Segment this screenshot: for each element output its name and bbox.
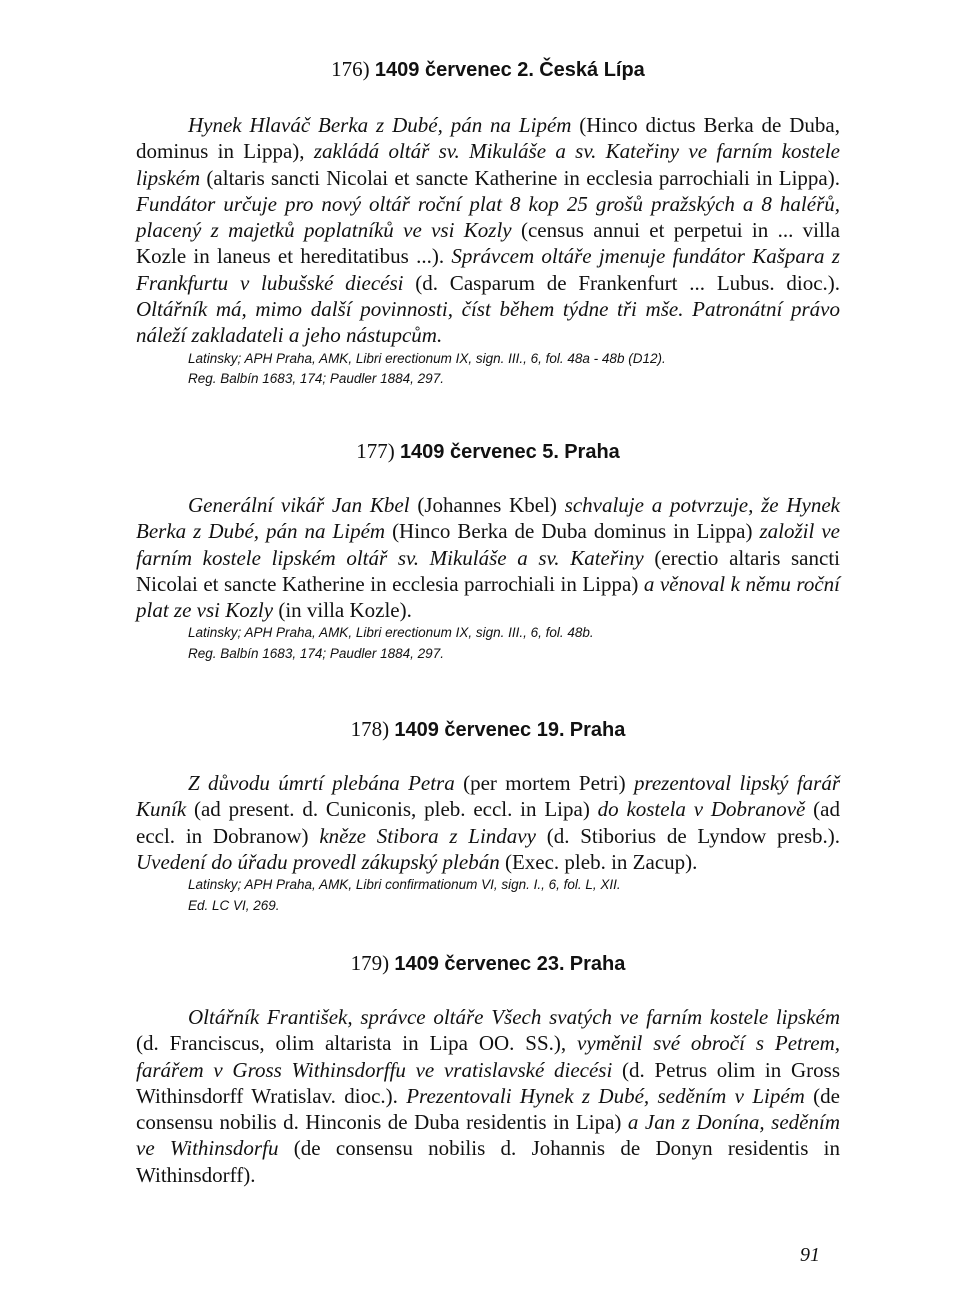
roman-text: (Johannes Kbel) <box>409 493 565 517</box>
italic-text: vyměnil své obročí s Petrem, farářem v Gross Withinsdorffu ve vratislavské diecési <box>136 1031 840 1082</box>
entry-number: 178) <box>350 717 390 741</box>
entry-number: 179) <box>350 951 390 975</box>
italic-text: Uvedení do úřadu provedl zákupský plebán <box>136 849 500 874</box>
entry-179 <box>136 950 840 1188</box>
entry-body <box>136 112 840 349</box>
italic-text: Hynek Hlaváč Berka z Dubé, pán na Lipém <box>188 113 572 137</box>
entry-date: 1409 červenec 23. <box>394 953 565 975</box>
entry-place: Praha <box>564 441 620 463</box>
source-note: Ed. LC VI, 269. <box>188 897 280 913</box>
entry-heading <box>136 438 840 465</box>
entry-paragraph <box>136 1004 840 1188</box>
entry-paragraph <box>136 770 840 875</box>
entry-number: 177) <box>356 439 395 463</box>
roman-text: (in villa Kozle). <box>273 598 412 623</box>
roman-text: (Hinco Berka de Duba dominus in Lippa) <box>385 519 760 544</box>
entry-heading <box>136 950 840 977</box>
italic-text: a věnoval k němu roční plat ze vsi Kozly <box>136 571 840 623</box>
roman-text: (d. Franciscus, olim altarista in Lipa OO. SS.), <box>136 1031 578 1056</box>
italic-text: Prezentovali Hynek z Dubé, seděním v Lipém <box>406 1083 805 1108</box>
roman-text: (ad present. d. Cuniconis, pleb. eccl. in Lipa) <box>186 797 598 822</box>
roman-text: (erectio altaris sancti Nicolai et sancte Katherine in ecclesia parrochiali in Lippa) <box>136 545 840 596</box>
italic-text: zakládá oltář sv. Mikuláše a sv. Kateřiny ve farním kostele lipském <box>136 139 840 190</box>
italic-text: kněze Stibora z Lindavy <box>319 823 536 848</box>
italic-text: založil ve farním kostele lipském oltář sv. Mikuláše a sv. Kateřiny <box>136 519 840 570</box>
source-note: Latinsky; APH Praha, AMK, Libri erectionum IX, sign. III., 6, fol. 48a - 48b (D12). <box>188 350 666 366</box>
roman-text: (ad eccl. in Dobranow) <box>136 797 840 848</box>
roman-text: (de consensu nobilis d. Hinconis de Duba residentis in Lipa) <box>136 1083 840 1135</box>
roman-text: (Exec. pleb. in Zacup). <box>499 849 698 874</box>
italic-text: Oltářník má, mimo další povinnosti, číst během týdne tři mše. Patronátní právo náleží zakladateli a jeho nástupcům. <box>136 297 840 348</box>
entry-heading <box>136 716 840 743</box>
entry-body <box>136 1004 840 1188</box>
entry-number: 176) <box>331 57 370 81</box>
entry-date: 1409 červenec 5. <box>399 441 559 463</box>
entry-body <box>136 770 840 875</box>
entry-178 <box>136 716 840 916</box>
entry-date: 1409 červenec 2. <box>374 59 534 81</box>
italic-text: Fundátor určuje pro nový oltář roční plat 8 kop 25 grošů pražských a 8 haléřů, placený z majetků poplatníků ve vsi Kozly <box>136 191 840 243</box>
roman-text: (d. Casparum de Frankenfurt ... Lubus. dioc.). <box>403 270 841 295</box>
entry-notes <box>188 349 840 390</box>
italic-text: a Jan z Donína, seděním ve Withinsdorfu <box>136 1110 840 1161</box>
source-note: Latinsky; APH Praha, AMK, Libri erectionum IX, sign. III., 6, fol. 48b. <box>188 625 594 641</box>
source-note: Reg. Balbín 1683, 174; Paudler 1884, 297. <box>188 645 444 661</box>
page-number: 91 <box>800 1244 820 1266</box>
entry-paragraph <box>136 112 840 349</box>
entry-date: 1409 červenec 19. <box>394 719 565 741</box>
entry-place: Praha <box>569 953 626 975</box>
roman-text: (Hinco dictus Berka de Duba, dominus in Lippa), <box>136 113 840 164</box>
entry-body <box>136 492 840 623</box>
entry-notes <box>188 875 840 916</box>
roman-text: (census annui et perpetui in ... villa Kozle in laneus et hereditatibus ...). <box>136 218 840 269</box>
entry-heading <box>136 56 840 83</box>
source-note: Reg. Balbín 1683, 174; Paudler 1884, 297. <box>188 371 444 387</box>
italic-text: Správcem oltáře jmenuje fundátor Kašpara z Frankfurtu v lubušské diecési <box>136 244 840 295</box>
roman-text: (per mortem Petri) <box>454 771 634 795</box>
italic-text: Oltářník František, správce oltáře Všech svatých ve farním kostele lipském <box>188 1005 840 1029</box>
roman-text: (de consensu nobilis d. Johannis de Donyn residentis in Withinsdorff). <box>136 1136 841 1187</box>
entry-place: Praha <box>569 719 626 741</box>
entry-place: Česká Lípa <box>539 59 645 81</box>
roman-text: (altaris sancti Nicolai et sancte Katherine in ecclesia parrochiali in Lippa). <box>200 165 840 190</box>
italic-text: schvaluje a potvrzuje, že Hynek Berka z Dubé, pán na Lipém <box>136 493 841 544</box>
entry-notes <box>188 623 840 664</box>
italic-text: do kostela v Dobranově <box>597 797 806 822</box>
italic-text: prezentoval lipský farář Kuník <box>136 771 841 822</box>
source-note: Latinsky; APH Praha, AMK, Libri confirmationum VI, sign. I., 6, fol. L, XII. <box>188 877 621 893</box>
entry-176 <box>136 56 840 390</box>
entry-177 <box>136 438 840 664</box>
roman-text: (d. Stiborius de Lyndow presb.). <box>535 823 840 848</box>
italic-text: Generální vikář Jan Kbel <box>188 493 410 517</box>
roman-text: (d. Petrus olim in Gross Withinsdorff Wratislav. dioc.). <box>136 1057 840 1108</box>
entry-paragraph <box>136 492 840 623</box>
italic-text: Z důvodu úmrtí plebána Petra <box>188 771 455 795</box>
